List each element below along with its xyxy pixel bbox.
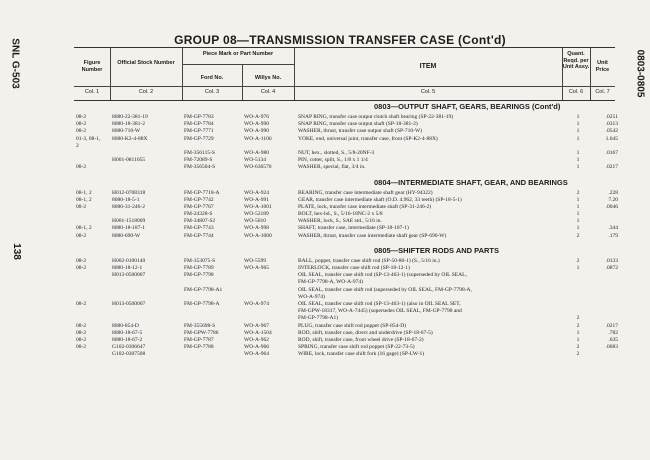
quantity: 2 xyxy=(576,344,580,351)
header-item: ITEM xyxy=(419,63,437,70)
item-description: BEARING, transfer case intermediate shaft gear (HY-94322) xyxy=(298,189,433,196)
quantity: 1 xyxy=(576,128,580,135)
figure-number: 08-2 xyxy=(76,300,87,307)
willys-number: WO-A-990 xyxy=(244,128,270,135)
ford-number: FM-355698-S xyxy=(184,322,216,329)
table-row xyxy=(74,225,618,232)
figure-number: 08-2 xyxy=(76,232,87,239)
item-description: FM-GP-7798-A, WO-A-974) xyxy=(298,279,363,286)
quantity: 1 xyxy=(576,203,580,210)
willys-number: WO-5599 xyxy=(244,257,266,264)
item-description: NUT, hex., slotted, S., 5/8-20NF-3 xyxy=(298,149,375,156)
ford-number: FM-GP-7718-A xyxy=(184,189,220,196)
stock-number: 8080-18-12-1 xyxy=(112,265,143,271)
willys-number: WO-A-1001 xyxy=(244,203,272,210)
table-row xyxy=(74,279,615,286)
figure-number: 01-3, 08-1, xyxy=(76,135,101,142)
stock-number: 8080-18-67-5 xyxy=(112,329,143,336)
quantity: 1 xyxy=(576,114,580,120)
item-description: OIL SEAL, transfer case shift rod (superseded by OIL SEAL, FM-GP-7798-A, xyxy=(298,286,472,293)
ford-number: FM-353075-S xyxy=(184,257,216,264)
unit-price: .0872 xyxy=(605,265,618,271)
item-description: FM-GPW-18317, WO-A-7445) (supersedes OIL SEAL, FM-GP-7798 and xyxy=(298,308,462,315)
figure-number: 08-2 xyxy=(76,329,87,336)
figure-number: 08-2 xyxy=(76,164,87,171)
figure-number: 08-2 xyxy=(76,336,87,343)
table-row xyxy=(74,344,618,351)
table-row xyxy=(74,322,618,330)
item-description: SNAP RING, transfer case output clutch shaft bearing (SP-22-381-19) xyxy=(298,114,454,120)
unit-price: .0133 xyxy=(605,257,618,264)
willys-number: WO-5134 xyxy=(244,157,266,164)
item-description: OIL SEAL, transfer case shift rod (SP-13-463-1) (also in OIL SEAL SET, xyxy=(298,300,461,307)
section-title: 0805—SHIFTER RODS AND PARTS xyxy=(374,245,500,255)
item-description: WASHER, thrust, transfer case intermediate shaft gear (SP-690-W) xyxy=(298,232,447,239)
margin-doc-id: SNL G-503 xyxy=(9,38,21,89)
ford-number: FM-GP-7742 xyxy=(184,196,214,203)
col-6: Col. 6 xyxy=(568,89,584,95)
stock-number: 8080-710-W xyxy=(112,128,141,135)
willys-number: WO-A-1000 xyxy=(244,232,272,239)
figure-number: 08-2 xyxy=(76,322,87,329)
item-description: SNAP RING, transfer case output shaft (SP-18-381-2) xyxy=(298,121,418,128)
quantity: 1 xyxy=(576,149,580,156)
stock-number: 8080-854-D xyxy=(112,322,139,329)
ford-number: FM-72089-S xyxy=(184,157,213,164)
willys-number: WO-A-967 xyxy=(244,322,270,329)
figure-number: 08-2 xyxy=(76,121,87,128)
ford-number: FM-GP-7798-A xyxy=(184,300,220,307)
unit-price: .0046 xyxy=(605,203,618,210)
willys-number: WO-A-1106 xyxy=(244,135,272,142)
ford-number: FM-GP-7798 xyxy=(184,272,214,279)
stock-number: H002-0100140 xyxy=(112,257,146,264)
item-description: SHAFT, transfer case, intermediate (SP-18-187-1) xyxy=(298,225,409,232)
quantity: 2 xyxy=(576,322,580,329)
col-4: Col. 4 xyxy=(260,89,276,95)
table-row xyxy=(74,257,618,265)
willys-number: WO-A-990 xyxy=(244,121,270,128)
stock-number: 8080-18-5-1 xyxy=(112,196,140,203)
stock-number: H001-1518009 xyxy=(112,218,146,225)
stock-number: 8080-18-67-2 xyxy=(112,336,143,343)
table-row xyxy=(74,189,618,197)
table-row xyxy=(74,114,618,121)
stock-number: 8080-K2-4-88X xyxy=(112,135,148,142)
ford-number: FM-GP-7767 xyxy=(184,203,214,210)
table-row xyxy=(74,135,618,143)
table-row xyxy=(74,265,618,272)
quantity: 1 xyxy=(576,211,580,218)
header-quant: Quant. Reqd. per Unit Assy. xyxy=(562,51,590,70)
table-header xyxy=(74,47,615,101)
unit-price: .0313 xyxy=(605,121,618,128)
item-description: WO-A-974) xyxy=(298,293,325,300)
quantity: 1 xyxy=(576,121,580,128)
stock-number: H012-0708318 xyxy=(112,189,146,196)
stock-number: 8080-690-W xyxy=(112,232,141,239)
quantity: 1 xyxy=(576,265,580,271)
section-title: 0803—OUTPUT SHAFT, GEARS, BEARINGS (Cont'd) xyxy=(374,102,561,111)
ford-number: FM-GP-7771 xyxy=(184,128,214,135)
item-description: FM-GP-7798-A1) xyxy=(298,315,339,322)
table-row xyxy=(74,294,615,301)
willys-number: WO-A-998 xyxy=(244,225,270,232)
stock-number: H013-0500007 xyxy=(112,272,146,279)
header-willys: Willys No. xyxy=(254,75,282,81)
table-row xyxy=(74,157,615,164)
col-7: Col. 7 xyxy=(595,89,610,95)
item-description: BALL, poppet, transfer case shift rod (SP-50-80-1) (S., 5/16 in.) xyxy=(298,257,440,264)
col-2: Col. 2 xyxy=(138,89,154,95)
unit-price: .0167 xyxy=(605,149,618,156)
page-number: 138 xyxy=(10,243,22,260)
item-description: ROD, shift, transfer case, front wheel drive (SP-18-67-2) xyxy=(298,336,424,343)
willys-number: WO-A-966 xyxy=(244,344,270,351)
quantity: 2 xyxy=(576,315,580,322)
figure-number: 08-2 xyxy=(76,257,87,264)
unit-price: 7.20 xyxy=(608,196,618,203)
willys-number: WO-A-976 xyxy=(244,114,270,120)
stock-number: 8080-18-381-2 xyxy=(112,121,145,128)
item-description: PLATE, lock, transfer case intermediate shaft (SP-31-246-2) xyxy=(298,203,432,210)
header-figure: Figure Number xyxy=(81,60,103,73)
header-piece-mark: Piece Mark or Part Number xyxy=(202,51,274,57)
table-row xyxy=(74,203,618,211)
header-price: Unit Price xyxy=(595,60,610,73)
figure-number: 08-2 xyxy=(76,203,87,210)
item-description: PLUG, transfer case shift rod poppet (SP-854-D) xyxy=(298,322,406,329)
ford-number: FM-GP-7743 xyxy=(184,225,214,232)
ford-number: FM-GP-7788 xyxy=(184,344,214,351)
section-title: 0804—INTERMEDIATE SHAFT, GEAR, AND BEARINGS xyxy=(374,177,568,187)
quantity: 2 xyxy=(576,257,580,264)
quantity: 1 xyxy=(576,135,580,142)
quantity: 2 xyxy=(576,189,580,196)
ford-number: FM-GPW-7786 xyxy=(184,329,219,336)
ford-number: FM-356504-S xyxy=(184,164,216,171)
table-row xyxy=(74,301,615,308)
ford-number: FM-GP-7789 xyxy=(184,265,214,271)
header-stock: Official Stock Number xyxy=(117,60,175,66)
stock-number: 8080-22-381-19 xyxy=(112,114,148,120)
willys-number: WO-A-964 xyxy=(244,351,270,358)
unit-price: .0217 xyxy=(605,322,618,329)
quantity: 1 xyxy=(576,164,580,171)
figure-number: 08-2 xyxy=(76,128,87,135)
willys-number: WO-5010 xyxy=(244,218,266,225)
ford-number: FM-356115-S xyxy=(184,149,215,156)
stock-number: G102-0307508 xyxy=(112,351,146,358)
figure-number: 2 xyxy=(76,142,79,149)
item-description: YOKE, end, universal joint, transfer case, front (SP-K2-4-88X) xyxy=(298,135,438,142)
item-description: OIL SEAL, transfer case shift rod (SP-13-463-1) (superseded by OIL SEAL, xyxy=(298,272,467,279)
stock-number: H013-0500007 xyxy=(112,300,146,307)
figure-number: 08-2 xyxy=(76,344,87,351)
figure-number: 08-1, 2 xyxy=(76,189,92,196)
willys-number: WO-636570 xyxy=(244,164,272,171)
table-row xyxy=(74,272,615,279)
ford-number: FM-GP-7798-A1 xyxy=(184,286,223,293)
table-row xyxy=(74,143,615,150)
figure-number: 08-1, 2 xyxy=(76,225,92,232)
item-description: WASHER, special, flat, 3/4 in. xyxy=(298,164,366,171)
table-row xyxy=(74,218,615,225)
willys-number: WO-A-965 xyxy=(244,265,270,271)
quantity: 1 xyxy=(576,218,580,225)
quantity: 2 xyxy=(576,351,580,358)
willys-number: WO-A-974 xyxy=(244,300,270,307)
unit-price: .0217 xyxy=(605,164,618,171)
ford-number: FM-24328-S xyxy=(184,211,213,218)
figure-number: 08-2 xyxy=(76,265,87,271)
item-description: BOLT, hex-hd., S., 5/16-18NC-2 x 5/8 xyxy=(298,211,383,218)
item-description: WASHER, lock, S., SAE std., 5/16 in. xyxy=(298,218,382,225)
table-row xyxy=(74,336,618,344)
table-row xyxy=(74,308,615,315)
ford-number: FM-GP-7784 xyxy=(184,121,214,128)
unit-price: .0542 xyxy=(605,128,618,135)
table-row xyxy=(74,121,618,128)
table-row xyxy=(74,128,618,135)
stock-number: 8080-31-246-2 xyxy=(112,203,145,210)
stock-number: G102-0306647 xyxy=(112,344,146,351)
quantity: 2 xyxy=(576,232,580,239)
table-row xyxy=(74,149,618,157)
item-description: WIRE, lock, transfer case shift fork (16 gage) (SP-LW-1) xyxy=(298,351,425,358)
table-row xyxy=(74,329,618,337)
table-row xyxy=(74,164,618,171)
willys-number: WO-A-962 xyxy=(244,336,270,343)
item-description: SPRING, transfer case shift rod poppet (SP-22-73-5) xyxy=(298,344,415,351)
unit-price: .635 xyxy=(608,336,618,343)
willys-number: WO-A-1504 xyxy=(244,329,272,336)
col-3: Col. 3 xyxy=(204,89,220,95)
stock-number: 8080-18-187-1 xyxy=(112,225,145,232)
quantity: 1 xyxy=(576,196,580,203)
quantity: 1 xyxy=(576,329,580,336)
item-description: PIN, cotter, split, S., 1/8 x 1 1/4 xyxy=(298,157,368,164)
parts-table-body xyxy=(74,100,618,362)
ford-number: FM-GP-7729 xyxy=(184,135,214,142)
ford-number: FM-GP-7783 xyxy=(184,114,214,120)
figure-number: 08-2 xyxy=(76,114,87,120)
willys-number: WO-52189 xyxy=(244,211,269,218)
unit-price: .0251 xyxy=(605,114,618,120)
col-1: Col. 1 xyxy=(84,89,100,95)
item-description: GEAR, transfer case intermediate shaft (O.D. 4.962, 33 teeth) (SP-18-5-1) xyxy=(298,196,462,203)
unit-price: .782 xyxy=(608,329,618,336)
item-description: ROD, shift, transfer case, direct and underdrive (SP-18-67-5) xyxy=(298,329,433,336)
table-row xyxy=(74,211,615,218)
item-description: INTERLOCK, transfer case shift rod (SP-18-12-1) xyxy=(298,265,410,271)
quantity: 1 xyxy=(576,336,580,343)
willys-number: WO-A-980 xyxy=(244,149,270,156)
item-description: WASHER, thrust, transfer case output shaft (SP-710-W) xyxy=(298,128,423,135)
table-row xyxy=(74,287,615,294)
unit-price: 1.645 xyxy=(605,135,618,142)
quantity: 1 xyxy=(576,225,580,232)
page-title: GROUP 08—TRANSMISSION TRANSFER CASE (Cont'd) xyxy=(174,33,506,47)
margin-section-range: 0803-0805 xyxy=(634,49,646,98)
unit-price: .228 xyxy=(608,189,618,196)
ford-number: FM-GP-7744 xyxy=(184,232,214,239)
table-row xyxy=(74,196,618,204)
unit-price: .344 xyxy=(608,225,618,232)
unit-price: .179 xyxy=(608,232,618,239)
table-row xyxy=(74,351,615,358)
unit-price: .0083 xyxy=(605,344,618,351)
ford-number: FM-GP-7787 xyxy=(184,336,214,343)
table-row xyxy=(74,232,618,240)
quantity: 1 xyxy=(576,157,580,164)
willys-number: WO-A-924 xyxy=(244,189,270,196)
stock-number: H001-0811055 xyxy=(112,157,146,164)
header-ford: Ford No. xyxy=(200,75,224,81)
ford-number: FM-34807-S2 xyxy=(184,218,216,225)
col-5: Col. 5 xyxy=(420,89,436,95)
willys-number: WO-A-991 xyxy=(244,196,270,203)
figure-number: 08-1, 2 xyxy=(76,196,92,203)
table-row xyxy=(74,315,615,322)
